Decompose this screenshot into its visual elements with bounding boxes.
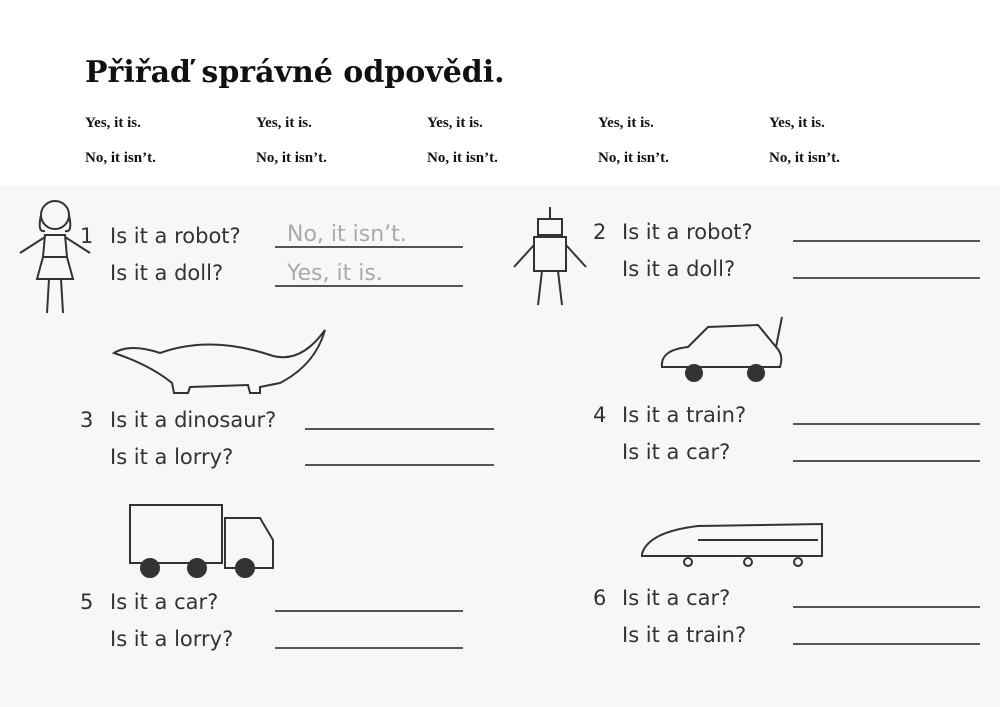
question: Is it a lorry? <box>110 627 234 651</box>
answer-option-yes[interactable]: Yes, it is. <box>769 115 825 131</box>
answer-drop-zone[interactable] <box>793 253 980 279</box>
answer-drop-zone[interactable] <box>793 399 980 425</box>
question: Is it a car? <box>110 590 219 614</box>
page-title: Přiřaď správné odpovědi. <box>85 55 505 90</box>
train-icon <box>638 518 828 570</box>
exercise-number: 2 <box>593 220 607 244</box>
exercise-number: 5 <box>80 590 94 614</box>
question: Is it a doll? <box>622 257 736 281</box>
answer-option-no[interactable]: No, it isn’t. <box>769 150 840 166</box>
answer-option-no[interactable]: No, it isn’t. <box>598 150 669 166</box>
answer-drop-zone[interactable] <box>305 440 494 466</box>
exercise-number: 1 <box>80 224 94 248</box>
answer-drop-zone[interactable] <box>275 586 463 612</box>
lorry-icon <box>125 500 280 582</box>
exercise-number: 4 <box>593 403 607 427</box>
answer-drop-zone[interactable]: Yes, it is. <box>275 261 463 287</box>
answer-drop-zone[interactable] <box>793 619 980 645</box>
answer-option-no[interactable]: No, it isn’t. <box>427 150 498 166</box>
answer-drop-zone[interactable] <box>275 623 463 649</box>
answer-drop-zone[interactable] <box>793 216 980 242</box>
dinosaur-icon <box>110 325 335 400</box>
exercise-number: 3 <box>80 408 94 432</box>
question: Is it a dinosaur? <box>110 408 277 432</box>
answer-option-no[interactable]: No, it isn’t. <box>256 150 327 166</box>
answer-option-yes[interactable]: Yes, it is. <box>598 115 654 131</box>
answer-option-yes[interactable]: Yes, it is. <box>427 115 483 131</box>
robot-icon <box>508 205 592 313</box>
answer-drop-zone[interactable] <box>793 436 980 462</box>
question: Is it a train? <box>622 403 747 427</box>
doll-icon <box>15 195 95 325</box>
answer-drop-zone[interactable] <box>305 404 494 430</box>
answer-option-yes[interactable]: Yes, it is. <box>256 115 312 131</box>
answer-option-no[interactable]: No, it isn’t. <box>85 150 156 166</box>
answer-option-yes[interactable]: Yes, it is. <box>85 115 141 131</box>
question: Is it a robot? <box>110 224 241 248</box>
question: Is it a train? <box>622 623 747 647</box>
car-icon <box>658 315 788 385</box>
question: Is it a doll? <box>110 261 224 285</box>
answer-drop-zone[interactable] <box>793 582 980 608</box>
question: Is it a robot? <box>622 220 753 244</box>
answer-drop-zone[interactable]: No, it isn’t. <box>275 222 463 248</box>
question: Is it a car? <box>622 440 731 464</box>
question: Is it a car? <box>622 586 731 610</box>
question: Is it a lorry? <box>110 445 234 469</box>
exercise-number: 6 <box>593 586 607 610</box>
